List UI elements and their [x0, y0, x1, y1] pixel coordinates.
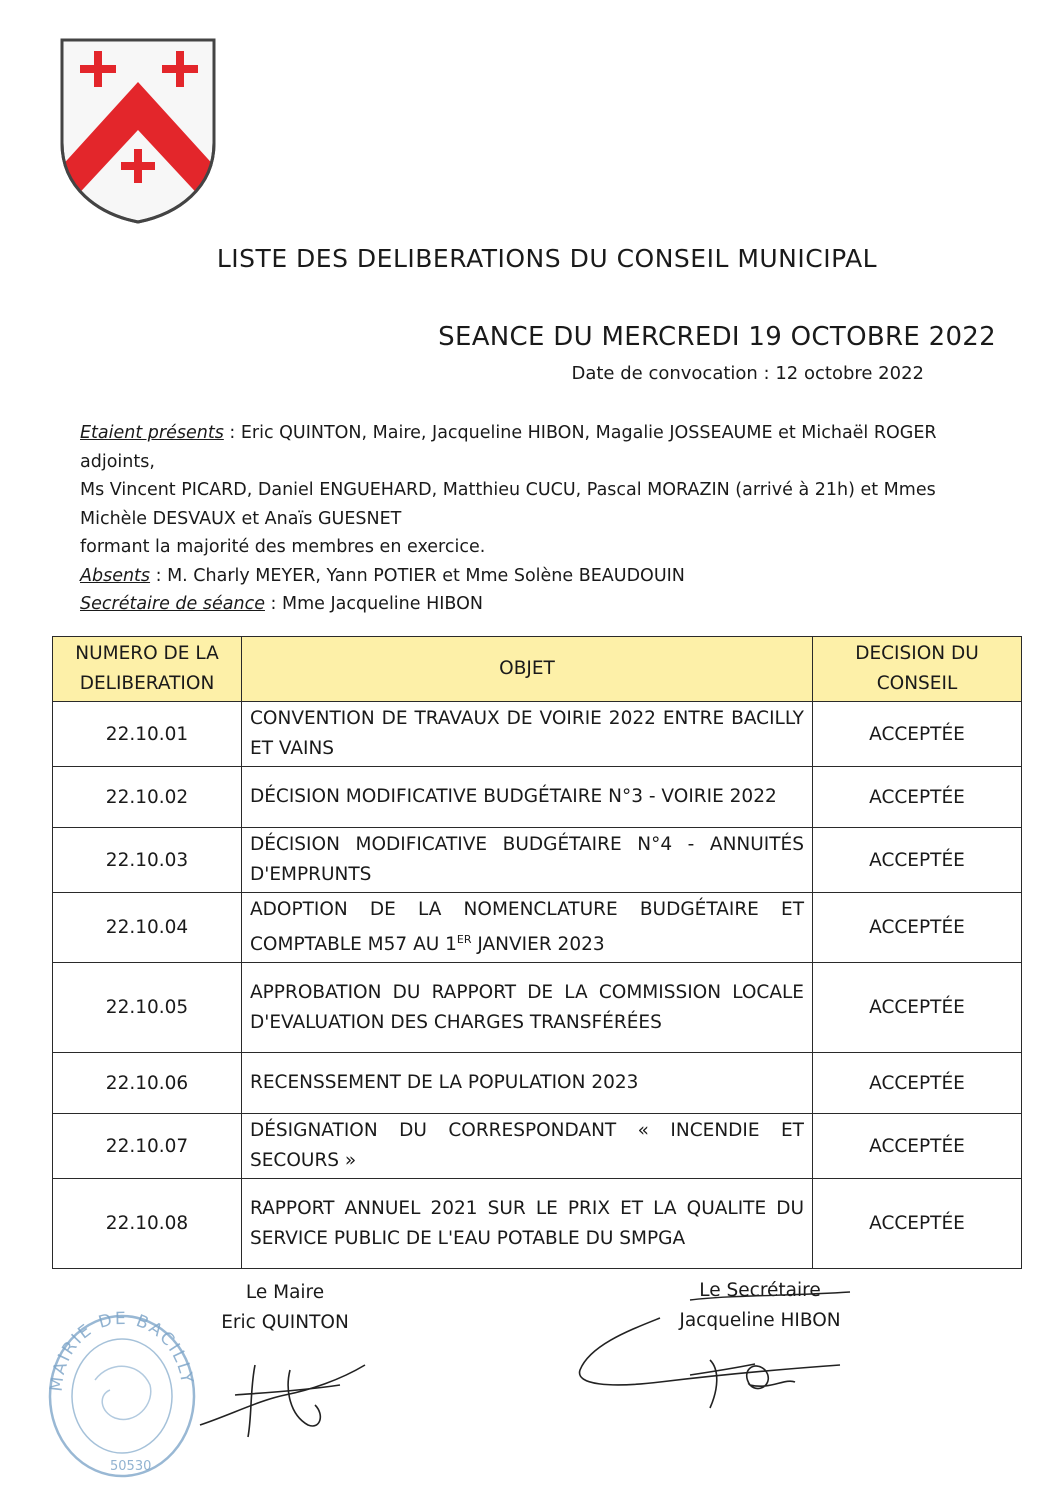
table-row: [53, 1053, 1022, 1114]
deliberation-number: 22.10.07: [53, 1114, 242, 1179]
deliberation-object: DÉCISION MODIFICATIVE BUDGÉTAIRE N°4 - ANNUITÉS D'EMPRUNTS: [242, 828, 813, 893]
secretaire-name: Jacqueline HIBON: [679, 1310, 841, 1331]
maire-role: Le Maire: [245, 1282, 325, 1303]
town-hall-stamp: [40, 1300, 200, 1480]
maire-signature-block: [200, 1278, 370, 1338]
deliberation-object: [242, 893, 813, 963]
stamp-code: 50530: [110, 1459, 152, 1474]
table-row: [53, 1179, 1022, 1269]
deliberations-table: [52, 636, 1022, 1269]
object-superscript: ER: [456, 933, 472, 946]
table-row: [53, 963, 1022, 1053]
secretaire-role: Le Secrétaire: [699, 1280, 821, 1301]
deliberation-decision: ACCEPTÉE: [813, 767, 1022, 828]
deliberation-decision: ACCEPTÉE: [813, 1114, 1022, 1179]
deliberation-number: 22.10.03: [53, 828, 242, 893]
others-line: Ms Vincent PICARD, Daniel ENGUEHARD, Matthieu CUCU, Pascal MORAZIN (arrivé à 21h) et Mmes Michèle DESVAUX et Anaïs GUESNET: [80, 480, 936, 529]
table-row: [53, 1114, 1022, 1179]
object-text-after: JANVIER 2023: [471, 934, 605, 956]
presents-line: [80, 419, 980, 476]
deliberation-decision: ACCEPTÉE: [813, 963, 1022, 1053]
coat-of-arms-logo: [58, 38, 218, 224]
deliberation-number: 22.10.08: [53, 1179, 242, 1269]
deliberation-decision: ACCEPTÉE: [813, 1179, 1022, 1269]
absents-text: : M. Charly MEYER, Yann POTIER et Mme Solène BEAUDOUIN: [150, 565, 685, 586]
secretary-label: Secrétaire de séance: [80, 594, 265, 614]
maire-name: Eric QUINTON: [221, 1312, 349, 1333]
deliberation-decision: ACCEPTÉE: [813, 1053, 1022, 1114]
table-row: [53, 893, 1022, 963]
table-row: [53, 828, 1022, 893]
presents-label: Etaient présents: [80, 423, 224, 443]
page-title: LISTE DES DELIBERATIONS DU CONSEIL MUNICIPAL: [216, 244, 878, 273]
absents-line: [80, 562, 980, 591]
majority-line: formant la majorité des membres en exercice.: [80, 537, 486, 557]
deliberation-decision: ACCEPTÉE: [813, 828, 1022, 893]
header-numero: NUMERO DE LA DELIBERATION: [53, 637, 242, 702]
deliberation-object: DÉCISION MODIFICATIVE BUDGÉTAIRE N°3 - VOIRIE 2022: [242, 767, 813, 828]
absents-label: Absents: [80, 565, 151, 586]
secretary-text: : Mme Jacqueline HIBON: [264, 594, 483, 614]
table-row: [53, 767, 1022, 828]
table-header-row: [53, 637, 1022, 702]
header-decision: DECISION DU CONSEIL: [813, 637, 1022, 702]
seance-date: SEANCE DU MERCREDI 19 OCTOBRE 2022: [438, 322, 996, 352]
deliberation-decision: ACCEPTÉE: [813, 702, 1022, 767]
attendance-block: [80, 419, 980, 619]
svg-text:MAIRIE DE BACILLY: [47, 1309, 197, 1393]
object-text-before: ADOPTION DE LA NOMENCLATURE BUDGÉTAIRE ET COMPTABLE M57 AU 1: [250, 899, 804, 956]
deliberation-decision: ACCEPTÉE: [813, 893, 1022, 963]
deliberation-object: RECENSSEMENT DE LA POPULATION 2023: [242, 1053, 813, 1114]
convocation-date: Date de convocation : 12 octobre 2022: [571, 363, 924, 384]
secretaire-signature: [570, 1290, 860, 1420]
table-row: [53, 702, 1022, 767]
deliberation-object: APPROBATION DU RAPPORT DE LA COMMISSION LOCALE D'EVALUATION DES CHARGES TRANSFÉRÉES: [242, 963, 813, 1053]
stamp-text: MAIRIE DE BACILLY: [46, 1308, 197, 1393]
deliberation-number: 22.10.05: [53, 963, 242, 1053]
deliberation-number: 22.10.01: [53, 702, 242, 767]
deliberation-object: DÉSIGNATION DU CORRESPONDANT « INCENDIE ET SECOURS »: [242, 1114, 813, 1179]
maire-signature: [190, 1345, 390, 1440]
deliberation-number: 22.10.02: [53, 767, 242, 828]
header-objet: OBJET: [242, 637, 813, 702]
deliberation-number: 22.10.06: [53, 1053, 242, 1114]
presents-text: : Eric QUINTON, Maire, Jacqueline HIBON, Magalie JOSSEAUME et Michaël ROGER adjoints,: [80, 423, 937, 472]
deliberation-object: CONVENTION DE TRAVAUX DE VOIRIE 2022 ENTRE BACILLY ET VAINS: [242, 702, 813, 767]
secretary-line: [80, 590, 980, 619]
deliberation-number: 22.10.04: [53, 893, 242, 963]
deliberation-object: RAPPORT ANNUEL 2021 SUR LE PRIX ET LA QUALITE DU SERVICE PUBLIC DE L'EAU POTABLE DU SMPGA: [242, 1179, 813, 1269]
